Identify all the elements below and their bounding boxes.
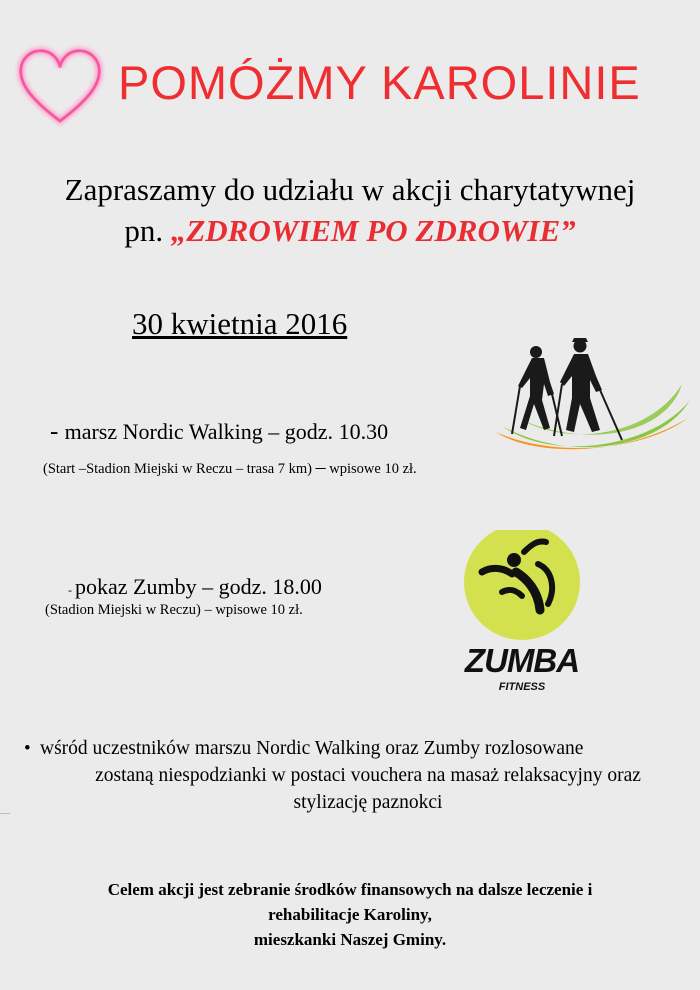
event-date: 30 kwietnia 2016 (132, 306, 348, 341)
zumba-logo-sub: FITNESS (498, 681, 546, 693)
nordic-details-start: (Start –Stadion Miejski w Reczu – trasa 7 km) (43, 461, 316, 477)
zumba-line (68, 574, 322, 600)
zumba-logo-word: ZUMBA (464, 642, 580, 679)
goal-line-3: mieszkanki Naszej Gminy. (253, 930, 447, 949)
prize-line-3: stylizację paznokci (293, 792, 443, 813)
divider (0, 813, 10, 814)
nordic-walking-line (50, 418, 388, 446)
action-name-line (0, 213, 700, 249)
zumba-details: (Stadion Miejski w Reczu) – wpisowe 10 zł. (45, 602, 303, 618)
goal-line-1: Celem akcji jest zebranie środków finansowych na dalsze leczenie i (107, 880, 593, 899)
nordic-details-dash: – (315, 456, 326, 478)
nordic-walking-details (43, 456, 417, 479)
prize-line-2: zostaną niespodzianki w postaci vouchera na masaż relaksacyjny oraz (95, 765, 641, 786)
goal-line-2: rehabilitacje Karoliny, (268, 905, 432, 924)
nordic-time: 10.30 (338, 419, 389, 444)
bullet-icon: • (24, 738, 31, 759)
nordic-time-sep: – godz. (262, 419, 339, 444)
prize-line-1: wśród uczestników marszu Nordic Walking oraz Zumby rozlosowane (40, 738, 584, 759)
action-name: „ZDROWIEM PO ZDROWIE” (170, 213, 576, 248)
nordic-dash: - (50, 418, 65, 445)
invitation-text: Zapraszamy do udziału w akcji charytatywnej (64, 172, 636, 207)
action-prefix: pn. (124, 213, 171, 248)
nordic-details-fee: wpisowe 10 zł. (325, 461, 417, 477)
nordic-walking-icon (492, 336, 692, 471)
heart-icon (14, 40, 106, 132)
page-title: POMÓŻMY KAROLINIE (118, 56, 641, 109)
nordic-label: marsz Nordic Walking (64, 419, 263, 444)
zumba-label: pokaz Zumby – godz. 18.00 (75, 574, 322, 599)
zumba-fitness-logo (452, 530, 592, 695)
zumba-dash: - (68, 583, 75, 597)
